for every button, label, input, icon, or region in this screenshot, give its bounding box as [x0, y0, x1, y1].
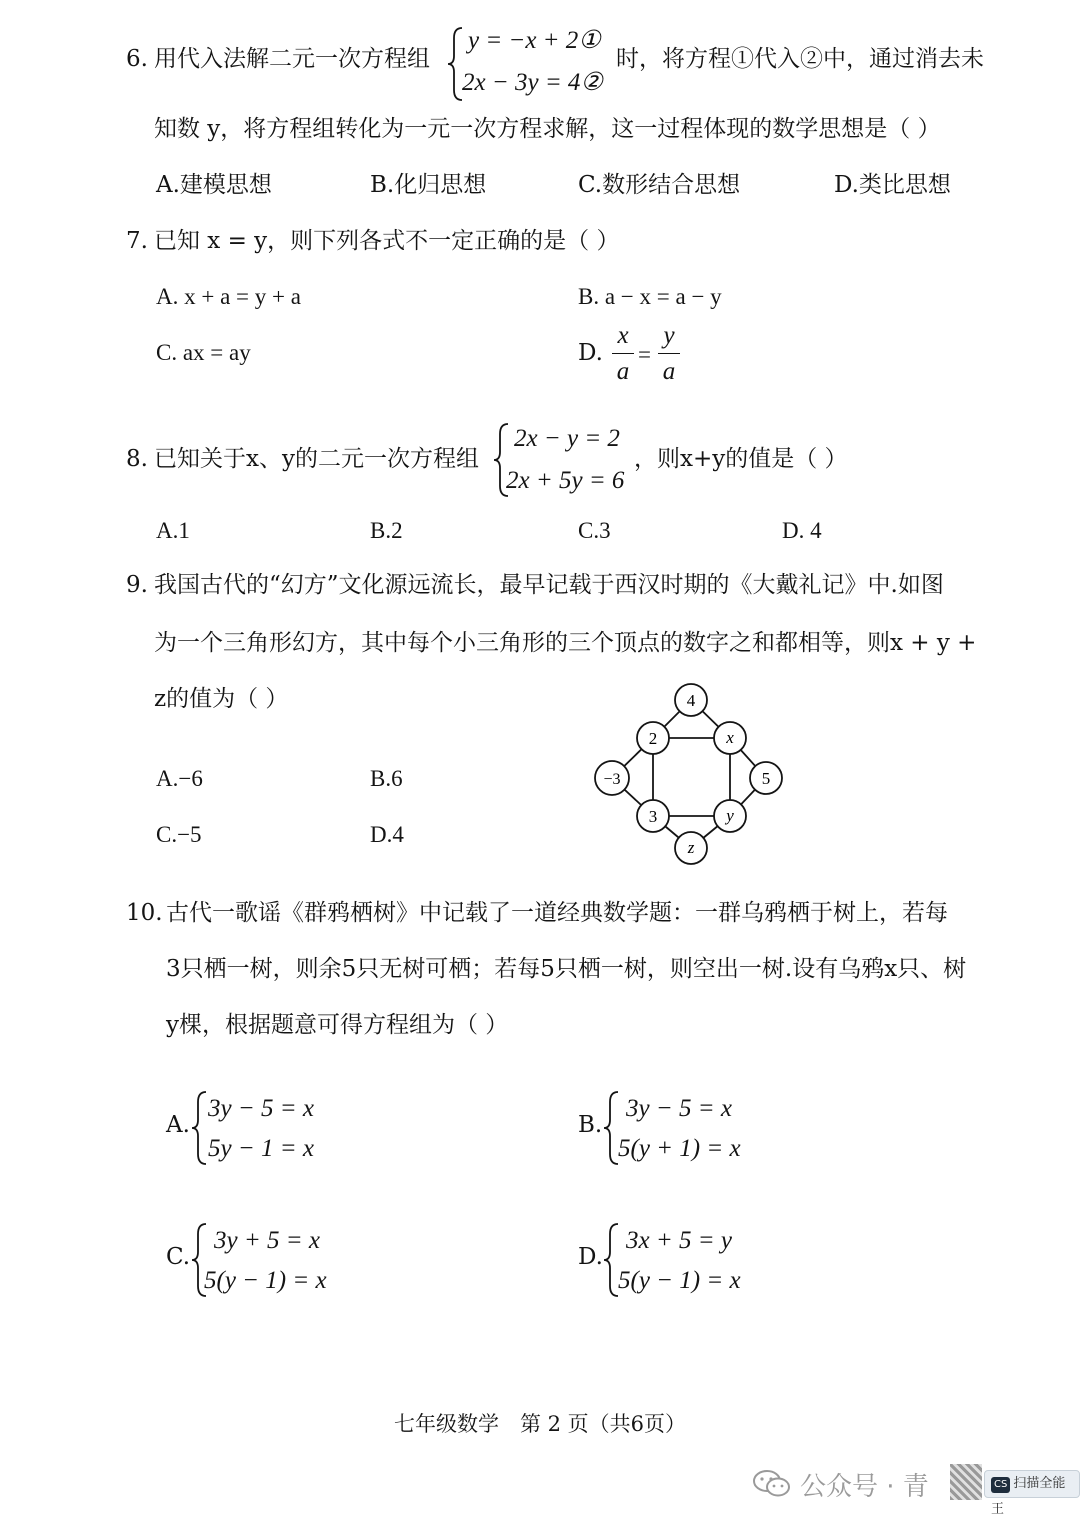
q10-number: 10. — [126, 900, 163, 926]
q10-c-eq2: 5(y − 1) = x — [204, 1267, 327, 1294]
q6-equation-system — [446, 24, 616, 104]
node-lower-left — [637, 800, 669, 832]
q8-option-a: A.1 — [156, 518, 190, 543]
q10-option-c-system — [190, 1220, 360, 1300]
q8-text-before: 已知关于x、y的二元一次方程组 — [154, 446, 479, 472]
wechat-logo-icon — [752, 1468, 792, 1498]
q9-option-b: B.6 — [370, 766, 403, 791]
q9-line3: z的值为（ ） — [154, 686, 289, 712]
q9-option-c: C.−5 — [156, 822, 202, 847]
q6-text-after: 时，将方程①代入②中，通过消去未 — [616, 46, 984, 72]
node-lower-left-label: 3 — [648, 807, 658, 826]
scanner-badge — [984, 1470, 1080, 1517]
node-upper-left — [637, 722, 669, 754]
q7-option-c: C. ax = ay — [156, 340, 251, 365]
q8-text-after: ，则x+y的值是（ ） — [634, 446, 848, 472]
q7-d-denominator-1: a — [616, 358, 630, 385]
q10-a-eq1: 3y − 5 = x — [208, 1095, 314, 1122]
q10-option-d-system — [602, 1220, 772, 1300]
q10-b-eq2: 5(y + 1) = x — [618, 1135, 741, 1162]
q7-d-numerator-2: y — [663, 322, 675, 349]
q7-option-d-fraction-right — [658, 322, 680, 386]
q6-option-b: B.化归思想 — [370, 172, 487, 198]
q7-option-b: B. a − x = a − y — [578, 284, 722, 309]
q10-b-eq1: 3y − 5 = x — [626, 1095, 732, 1122]
q7-option-d-label: D. — [578, 340, 603, 366]
node-top-label: 4 — [686, 691, 696, 710]
node-upper-right-label: x — [726, 728, 734, 747]
fraction-bar — [658, 353, 680, 354]
q6-option-c: C.数形结合思想 — [578, 172, 741, 198]
brace-icon — [190, 1088, 210, 1168]
q7-d-denominator-2: a — [662, 358, 676, 385]
q8-number: 8. — [126, 446, 148, 472]
fraction-bar — [612, 353, 634, 354]
q6-eq1: y = −x + 2① — [468, 27, 601, 54]
q8-eq1: 2x − y = 2 — [514, 425, 620, 452]
node-left — [595, 761, 629, 795]
q10-option-c-label: C. — [166, 1244, 191, 1270]
q6-line2: 知数 y，将方程组转化为一元一次方程求解，这一过程体现的数学思想是（ ） — [154, 116, 941, 142]
watermark-text: 公众号 · 青 — [800, 1472, 929, 1502]
q8-option-b: B.2 — [370, 518, 403, 543]
q10-option-a-label: A. — [166, 1112, 190, 1138]
q9-option-d: D.4 — [370, 822, 404, 847]
q9-option-a: A.−6 — [156, 766, 203, 791]
q7-text: 已知 x = y，则下列各式不一定正确的是（ ） — [154, 228, 620, 254]
q10-d-eq1: 3x + 5 = y — [626, 1227, 732, 1254]
q9-magic-triangle-diagram — [590, 676, 800, 872]
q10-line2: 3只栖一树，则余5只无树可栖；若每5只栖一树，则空出一树.设有乌鸦x只、树 — [166, 956, 967, 982]
qr-code-icon — [950, 1464, 982, 1500]
q7-number: 7. — [126, 228, 148, 254]
node-lower-right — [714, 800, 746, 832]
node-upper-right — [714, 722, 746, 754]
q9-line2: 为一个三角形幻方，其中每个小三角形的三个顶点的数字之和都相等，则x + y + — [154, 630, 977, 656]
q10-a-eq2: 5y − 1 = x — [208, 1135, 314, 1162]
q9-line1: 我国古代的“幻方”文化源远流长，最早记载于西汉时期的《大戴礼记》中.如图 — [154, 572, 944, 598]
q10-line3: y棵，根据题意可得方程组为（ ） — [166, 1012, 509, 1038]
node-top — [675, 684, 707, 716]
q10-line1: 古代一歌谣《群鸦栖树》中记载了一道经典数学题：一群乌鸦栖于树上，若每 — [166, 900, 948, 926]
node-right-label: 5 — [761, 769, 771, 788]
q6-option-d: D.类比思想 — [834, 172, 951, 198]
q10-option-b-system — [602, 1088, 772, 1168]
q10-option-a-system — [190, 1088, 350, 1168]
q7-option-a: A. x + a = y + a — [156, 284, 301, 309]
q6-text-before: 用代入法解二元一次方程组 — [154, 46, 430, 72]
q10-d-eq2: 5(y − 1) = x — [618, 1267, 741, 1294]
q10-option-b-label: B. — [578, 1112, 603, 1138]
node-right — [750, 762, 782, 794]
q9-number: 9. — [126, 572, 148, 598]
q8-option-c: C.3 — [578, 518, 611, 543]
q7-option-d-fraction-left — [612, 322, 634, 386]
node-upper-left-label: 2 — [648, 729, 658, 748]
node-lower-right-label: y — [726, 806, 734, 825]
camscanner-logo-icon: CS — [991, 1477, 1010, 1493]
q8-eq2: 2x + 5y = 6 — [506, 467, 625, 494]
q8-option-d: D. 4 — [782, 518, 822, 543]
node-bottom — [675, 832, 707, 864]
node-bottom-label: z — [687, 838, 695, 857]
q6-option-a: A.建模思想 — [156, 172, 272, 198]
q8-equation-system — [492, 420, 642, 500]
q7-d-equals: = — [638, 342, 651, 367]
q7-d-numerator-1: x — [617, 322, 629, 349]
q10-c-eq1: 3y + 5 = x — [214, 1227, 320, 1254]
scanner-badge-label: 扫描全能王 — [991, 1476, 1066, 1517]
node-left-label: −3 — [603, 771, 621, 788]
q6-number: 6. — [126, 46, 148, 72]
page-footer: 七年级数学 第 2 页（共6页） — [393, 1412, 687, 1436]
q6-eq2: 2x − 3y = 4② — [462, 69, 603, 96]
q10-option-d-label: D. — [578, 1244, 603, 1270]
